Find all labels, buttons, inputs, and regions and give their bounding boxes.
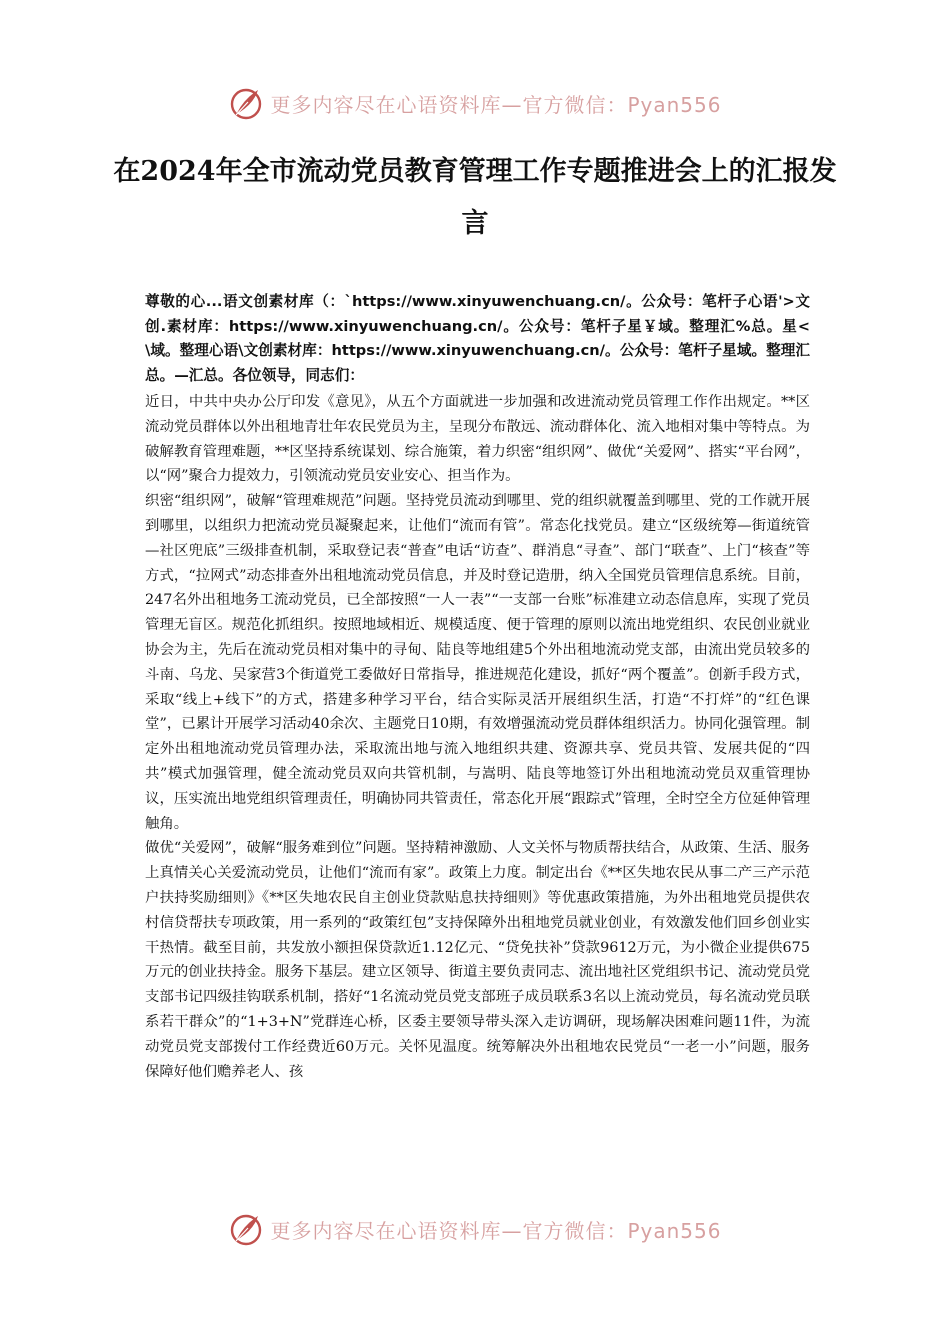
watermark-text: 更多内容尽在心语资料库—官方微信：Pyan556 <box>270 1218 722 1243</box>
watermark-banner-top <box>0 78 950 128</box>
document-title: 在2024年全市流动党员教育管理工作专题推进会上的汇报发言 <box>113 156 837 239</box>
document-intro: 尊敬的心...语文创素材库（：`https://www.xinyuwenchuang.cn/。公众号：笔杆子心语'>文创.素材库：https://www.xinyuwenchuang.cn/。公众号：笔杆子星￥域。整理汇%总。星<\域。整理心语\文创素材库：https://www.xinyuwenchuang.cn/。公众号：笔杆子星域。整理汇总。—汇总。各位领导，同志们： <box>145 293 810 384</box>
feather-logo-icon <box>228 1211 264 1247</box>
body-paragraph-1: 近日，中共中央办公厅印发《意见》，从五个方面就进一步加强和改进流动党员管理工作作出规定。**区流动党员群体以外出租地青壮年农民党员为主，呈现分布散远、流动群体化、流入地相对集中等特点。为破解教育管理难题，**区坚持系统谋划、综合施策，着力织密“组织网”、做优“关爱网”、搭实“平台网”，以“网”聚合力提效力，引领流动党员安业安心、担当作为。 <box>145 394 810 485</box>
body-paragraph-2: 织密“组织网”，破解“管理难规范”问题。坚持党员流动到哪里、党的组织就覆盖到哪里、党的工作就开展到哪里，以组织力把流动党员凝聚起来，让他们“流而有管”。常态化找党员。建立“区级统筹—街道统管—社区兜底”三级排查机制，采取登记表“普查”电话“访查”、群消息“寻查”、部门“联查”、上门“核查”等方式，“拉网式”动态排查外出租地流动党员信息，并及时登记造册，纳入全国党员管理信息系统。目前，247名外出租地务工流动党员，已全部按照“一人一表”“一支部一台账”标准建立动态信息库，实现了党员管理无盲区。规范化抓组织。按照地域相近、规模适度、便于管理的原则以流出地党组织、农民创业就业协会为主，先后在流动党员相对集中的寻甸、陆良等地组建5个外出租地流动党支部，由流出党员较多的斗南、乌龙、吴家营3个街道党工委做好日常指导，推进规范化建设，抓好“两个覆盖”。创新手段方式，采取“线上+线下”的方式，搭建多种学习平台，结合实际灵活开展组织生活，打造“不打烊”的“红色课堂”，已累计开展学习活动40余次、主题党日10期，有效增强流动党员群体组织活力。协同化强管理。制定外出租地流动党员管理办法，采取流出地与流入地组织共建、资源共享、党员共管、发展共促的“四共”模式加强管理，健全流动党员双向共管机制，与嵩明、陆良等地签订外出租地流动党员双重管理协议，压实流出地党组织管理责任，明确协同共管责任，常态化开展“跟踪式”管理，全时空全方位延伸管理触角。 <box>145 493 810 832</box>
feather-logo-icon <box>228 85 264 121</box>
body-paragraph-3: 做优“关爱网”，破解“服务难到位”问题。坚持精神激励、人文关怀与物质帮扶结合，从政策、生活、服务上真情关心关爱流动党员，让他们“流而有家”。政策上力度。制定出台《**区失地农民从事二产三产示范户扶持奖励细则》《**区失地农民自主创业贷款贴息扶持细则》等优惠政策措施，为外出租地党员提供农村信贷帮扶专项政策，用一系列的“政策红包”支持保障外出租地党员就业创业，有效激发他们回乡创业实干热情。截至目前，共发放小额担保贷款近1.12亿元、“贷免扶补”贷款9612万元，为小微企业提供675万元的创业扶持金。服务下基层。建立区领导、街道主要负责同志、流出地社区党组织书记、流动党员党支部书记四级挂钩联系机制，搭好“1名流动党员党支部班子成员联系3名以上流动党员，每名流动党员联系若干群众”的“1+3+N”党群连心桥，区委主要领导带头深入走访调研，现场解决困难问题11件，为流动党员党支部拨付工作经费近60万元。关怀见温度。统筹解决外出租地农民党员“一老一小”问题，服务保障好他们赡养老人、孩 <box>145 840 810 1080</box>
document-body <box>145 290 810 1084</box>
watermark-text: 更多内容尽在心语资料库—官方微信：Pyan556 <box>270 92 722 117</box>
watermark-banner-bottom <box>0 1204 950 1254</box>
